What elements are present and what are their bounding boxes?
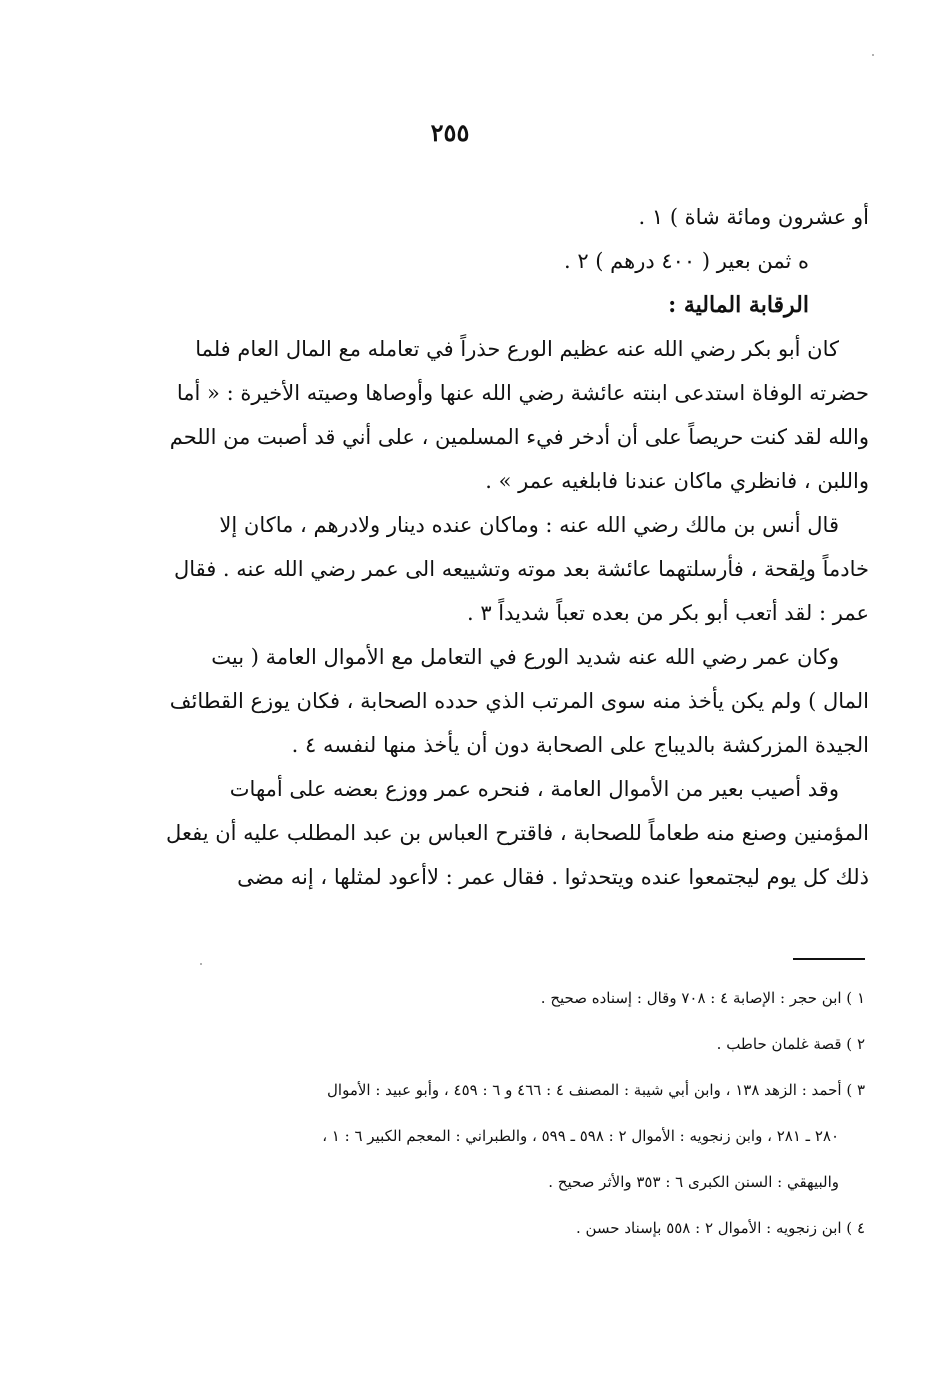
scan-speck [872,54,874,56]
scan-speck [200,963,202,965]
footnote-3: ٣ ) أحمد : الزهد ١٣٨ ، وابن أبي شيبة : المصنف ٤ : ٤٦٦ و ٦ : ٤٥٩ ، وأبو عبيد : الأموال [327,1081,865,1099]
footnote-2: ٢ ) قصة غلمان حاطب . [716,1035,865,1053]
text-line-13: الجيدة المزركشة بالديباج على الصحابة دون أن يأخذ منها لنفسه ٤ . [291,733,869,757]
footnote-separator [793,958,865,960]
text-line-7: واللبن ، فانظري ماكان عندنا فابلغيه عمر » . [485,469,869,493]
section-heading: الرقابة المالية : [668,292,809,318]
text-line-16: ذلك كل يوم ليجتمعوا عنده ويتحدثوا . فقال عمر : لاأعود لمثلها ، إنه مضى [237,865,869,889]
text-line-4: كان أبو بكر رضي الله عنه عظيم الورع حذراً في تعامله مع المال العام فلما [195,337,839,361]
main-text [69,195,869,899]
text-line-8: قال أنس بن مالك رضي الله عنه : وماكان عنده دينار ولادرهم ، ماكان إلا [219,513,839,537]
text-line-1: أو عشرون ومائة شاة ) ١ . [638,205,869,229]
text-line-14: وقد أصيب بعير من الأموال العامة ، فنحره عمر ووزع بعضه على أمهات [229,777,839,801]
text-line-9: خادماً ولِقحة ، فأرسلتهما عائشة بعد موته وتشييعه الى عمر رضي الله عنه . فقال [173,557,869,581]
text-line-12: المال ) ولم يكن يأخذ منه سوى المرتب الذي حدده الصحابة ، فكان يوزع القطائف [169,689,869,713]
text-line-6: والله لقد كنت حريصاً على أن أدخر فيء المسلمين ، على أني قد أصبت من اللحم [169,425,869,449]
page-number: ٢٥٥ [430,118,470,147]
text-line-10: عمر : لقد أتعب أبو بكر من بعده تعباً شديداً ٣ . [466,601,869,625]
footnote-1: ١ ) ابن حجر : الإصابة ٤ : ٧٠٨ وقال : إسناده صحيح . [540,989,865,1007]
footnote-4: ٤ ) ابن زنجويه : الأموال ٢ : ٥٥٨ بإسناد حسن . [575,1219,865,1237]
text-line-11: وكان عمر رضي الله عنه شديد الورع في التعامل مع الأموال العامة ( بيت [211,645,839,669]
text-line-15: المؤمنين وصنع منه طعاماً للصحابة ، فاقترح العباس بن عبد المطلب عليه أن يفعل [166,821,869,845]
footnotes [85,988,865,1264]
footnote-3-continuation-1: ٢٨٠ ـ ٢٨١ ، وابن زنجويه : الأموال ٢ : ٥٩٨ ـ ٥٩٩ ، والطبراني : المعجم الكبير ٦ : ١ ، [322,1127,839,1145]
text-line-2: ه ثمن بعير ( ٤٠٠ درهم ) ٢ . [563,249,809,273]
text-line-5: حضرته الوفاة استدعى ابنته عائشة رضي الله عنها وأوصاها وصيته الأخيرة : « أما [176,381,869,405]
footnote-3-continuation-2: والبيهقي : السنن الكبرى ٦ : ٣٥٣ والأثر صحيح . [548,1173,839,1191]
